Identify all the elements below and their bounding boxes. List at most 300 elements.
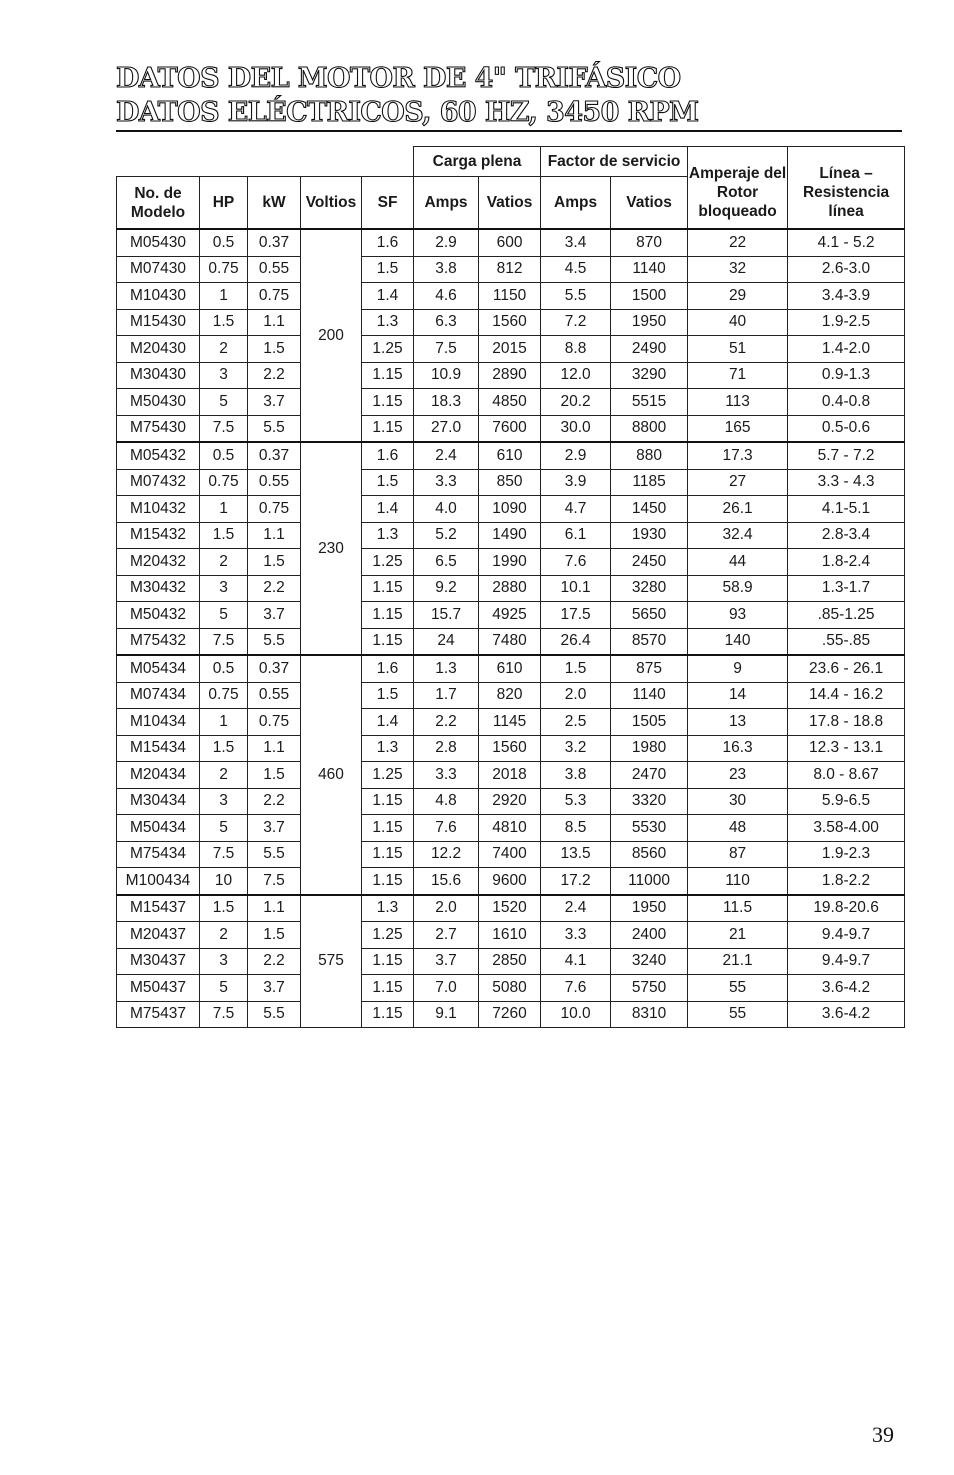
table-row <box>117 841 905 868</box>
cell-factor-amps: 2.5 <box>541 709 611 736</box>
cell-carga-vatios: 7480 <box>479 628 541 655</box>
cell-factor-amps: 4.7 <box>541 496 611 523</box>
table-row <box>117 682 905 709</box>
cell-sf: 1.4 <box>362 283 414 310</box>
cell-carga-amps: 7.6 <box>414 815 479 842</box>
cell-amperaje-rotor: 71 <box>688 362 788 389</box>
cell-linea-resistencia: 0.4-0.8 <box>788 389 905 416</box>
cell-model: M10434 <box>117 709 200 736</box>
cell-linea-resistencia: 0.5-0.6 <box>788 415 905 442</box>
table-row <box>117 362 905 389</box>
cell-factor-amps: 3.4 <box>541 229 611 256</box>
cell-factor-vatios: 2470 <box>611 762 688 789</box>
header-modelo: No. de Modelo <box>117 177 200 230</box>
cell-carga-vatios: 7400 <box>479 841 541 868</box>
cell-hp: 5 <box>200 389 248 416</box>
cell-sf: 1.15 <box>362 389 414 416</box>
cell-model: M10430 <box>117 283 200 310</box>
cell-amperaje-rotor: 27 <box>688 469 788 496</box>
cell-sf: 1.4 <box>362 496 414 523</box>
cell-factor-vatios: 1450 <box>611 496 688 523</box>
cell-sf: 1.15 <box>362 602 414 629</box>
cell-linea-resistencia: 4.1 - 5.2 <box>788 229 905 256</box>
cell-hp: 2 <box>200 549 248 576</box>
cell-model: M07430 <box>117 256 200 283</box>
cell-factor-vatios: 1950 <box>611 309 688 336</box>
cell-factor-amps: 2.0 <box>541 682 611 709</box>
header-vatios-carga: Vatios <box>479 177 541 230</box>
cell-factor-amps: 4.5 <box>541 256 611 283</box>
cell-linea-resistencia: 19.8-20.6 <box>788 895 905 922</box>
cell-factor-amps: 3.2 <box>541 735 611 762</box>
cell-model: M75430 <box>117 415 200 442</box>
cell-carga-amps: 9.2 <box>414 575 479 602</box>
motor-table-body <box>117 229 905 1028</box>
cell-linea-resistencia: 1.4-2.0 <box>788 336 905 363</box>
cell-hp: 3 <box>200 948 248 975</box>
cell-carga-amps: 15.6 <box>414 868 479 895</box>
cell-factor-vatios: 3320 <box>611 788 688 815</box>
cell-factor-vatios: 8310 <box>611 1001 688 1028</box>
cell-hp: 3 <box>200 575 248 602</box>
page-title-line-1: DATOS DEL MOTOR DE 4" TRIFÁSICO <box>116 63 681 94</box>
cell-sf: 1.15 <box>362 868 414 895</box>
cell-amperaje-rotor: 17.3 <box>688 442 788 469</box>
table-row <box>117 762 905 789</box>
cell-linea-resistencia: 3.6-4.2 <box>788 1001 905 1028</box>
cell-hp: 0.5 <box>200 655 248 682</box>
table-row <box>117 256 905 283</box>
cell-carga-vatios: 1610 <box>479 922 541 949</box>
cell-factor-vatios: 5515 <box>611 389 688 416</box>
cell-carga-vatios: 1520 <box>479 895 541 922</box>
cell-linea-resistencia: 12.3 - 13.1 <box>788 735 905 762</box>
cell-factor-vatios: 1930 <box>611 522 688 549</box>
cell-model: M15437 <box>117 895 200 922</box>
cell-carga-vatios: 7260 <box>479 1001 541 1028</box>
cell-kw: 5.5 <box>248 841 301 868</box>
cell-factor-amps: 10.0 <box>541 1001 611 1028</box>
header-linea-resistencia: Línea – Resistencia línea <box>788 147 905 230</box>
cell-carga-vatios: 1150 <box>479 283 541 310</box>
cell-hp: 2 <box>200 922 248 949</box>
cell-carga-vatios: 1560 <box>479 735 541 762</box>
cell-model: M15432 <box>117 522 200 549</box>
cell-kw: 1.5 <box>248 336 301 363</box>
cell-kw: 2.2 <box>248 362 301 389</box>
cell-linea-resistencia: 0.9-1.3 <box>788 362 905 389</box>
header-sf: SF <box>362 177 414 230</box>
cell-factor-vatios: 2490 <box>611 336 688 363</box>
cell-amperaje-rotor: 22 <box>688 229 788 256</box>
cell-model: M30432 <box>117 575 200 602</box>
cell-factor-vatios: 8800 <box>611 415 688 442</box>
cell-factor-vatios: 3280 <box>611 575 688 602</box>
cell-carga-amps: 6.5 <box>414 549 479 576</box>
table-row <box>117 815 905 842</box>
cell-linea-resistencia: 1.3-1.7 <box>788 575 905 602</box>
cell-carga-vatios: 2890 <box>479 362 541 389</box>
cell-carga-vatios: 5080 <box>479 975 541 1002</box>
cell-hp: 0.5 <box>200 442 248 469</box>
cell-hp: 5 <box>200 602 248 629</box>
table-row <box>117 922 905 949</box>
cell-carga-amps: 7.0 <box>414 975 479 1002</box>
cell-kw: 0.55 <box>248 256 301 283</box>
cell-factor-vatios: 5750 <box>611 975 688 1002</box>
title-block <box>116 62 902 130</box>
cell-carga-amps: 27.0 <box>414 415 479 442</box>
cell-carga-amps: 10.9 <box>414 362 479 389</box>
cell-amperaje-rotor: 32.4 <box>688 522 788 549</box>
cell-model: M07432 <box>117 469 200 496</box>
cell-sf: 1.5 <box>362 682 414 709</box>
cell-factor-vatios: 3290 <box>611 362 688 389</box>
cell-sf: 1.25 <box>362 336 414 363</box>
header-blank <box>117 147 414 177</box>
cell-kw: 0.55 <box>248 682 301 709</box>
cell-linea-resistencia: 1.8-2.2 <box>788 868 905 895</box>
cell-linea-resistencia: 3.58-4.00 <box>788 815 905 842</box>
cell-kw: 7.5 <box>248 868 301 895</box>
cell-hp: 1.5 <box>200 895 248 922</box>
cell-amperaje-rotor: 26.1 <box>688 496 788 523</box>
cell-sf: 1.25 <box>362 549 414 576</box>
cell-kw: 1.1 <box>248 895 301 922</box>
cell-hp: 7.5 <box>200 628 248 655</box>
cell-model: M30434 <box>117 788 200 815</box>
cell-sf: 1.6 <box>362 442 414 469</box>
cell-hp: 2 <box>200 336 248 363</box>
table-row <box>117 575 905 602</box>
table-row <box>117 948 905 975</box>
cell-sf: 1.15 <box>362 1001 414 1028</box>
cell-carga-vatios: 812 <box>479 256 541 283</box>
cell-factor-amps: 3.8 <box>541 762 611 789</box>
table-row <box>117 788 905 815</box>
cell-factor-vatios: 1500 <box>611 283 688 310</box>
cell-linea-resistencia: 2.8-3.4 <box>788 522 905 549</box>
cell-amperaje-rotor: 13 <box>688 709 788 736</box>
cell-factor-amps: 5.3 <box>541 788 611 815</box>
cell-linea-resistencia: 2.6-3.0 <box>788 256 905 283</box>
header-amperaje-rotor: Amperaje del Rotor bloqueado <box>688 147 788 230</box>
cell-kw: 3.7 <box>248 602 301 629</box>
cell-linea-resistencia: 9.4-9.7 <box>788 922 905 949</box>
cell-carga-vatios: 9600 <box>479 868 541 895</box>
cell-model: M75432 <box>117 628 200 655</box>
cell-kw: 0.75 <box>248 709 301 736</box>
cell-amperaje-rotor: 32 <box>688 256 788 283</box>
cell-kw: 5.5 <box>248 628 301 655</box>
cell-sf: 1.15 <box>362 628 414 655</box>
cell-sf: 1.5 <box>362 469 414 496</box>
cell-amperaje-rotor: 48 <box>688 815 788 842</box>
cell-amperaje-rotor: 140 <box>688 628 788 655</box>
cell-sf: 1.4 <box>362 709 414 736</box>
cell-amperaje-rotor: 165 <box>688 415 788 442</box>
header-kw: kW <box>248 177 301 230</box>
cell-carga-vatios: 610 <box>479 655 541 682</box>
cell-carga-vatios: 2880 <box>479 575 541 602</box>
cell-factor-amps: 8.8 <box>541 336 611 363</box>
cell-amperaje-rotor: 55 <box>688 975 788 1002</box>
cell-carga-vatios: 1090 <box>479 496 541 523</box>
cell-hp: 0.75 <box>200 256 248 283</box>
cell-kw: 1.1 <box>248 309 301 336</box>
cell-hp: 5 <box>200 975 248 1002</box>
cell-factor-amps: 2.9 <box>541 442 611 469</box>
cell-carga-vatios: 2850 <box>479 948 541 975</box>
cell-amperaje-rotor: 110 <box>688 868 788 895</box>
cell-linea-resistencia: 5.7 - 7.2 <box>788 442 905 469</box>
cell-factor-amps: 13.5 <box>541 841 611 868</box>
cell-factor-vatios: 875 <box>611 655 688 682</box>
cell-amperaje-rotor: 21 <box>688 922 788 949</box>
cell-hp: 1.5 <box>200 522 248 549</box>
cell-factor-amps: 4.1 <box>541 948 611 975</box>
cell-amperaje-rotor: 30 <box>688 788 788 815</box>
cell-carga-amps: 3.8 <box>414 256 479 283</box>
cell-carga-amps: 9.1 <box>414 1001 479 1028</box>
table-row <box>117 283 905 310</box>
table-row <box>117 868 905 895</box>
cell-carga-amps: 4.6 <box>414 283 479 310</box>
cell-factor-amps: 2.4 <box>541 895 611 922</box>
cell-factor-vatios: 2400 <box>611 922 688 949</box>
cell-model: M50434 <box>117 815 200 842</box>
cell-carga-amps: 2.2 <box>414 709 479 736</box>
cell-factor-amps: 10.1 <box>541 575 611 602</box>
page-number: 39 <box>872 1422 894 1447</box>
cell-carga-amps: 2.4 <box>414 442 479 469</box>
cell-kw: 1.1 <box>248 522 301 549</box>
cell-factor-vatios: 2450 <box>611 549 688 576</box>
cell-factor-amps: 26.4 <box>541 628 611 655</box>
cell-hp: 3 <box>200 788 248 815</box>
cell-factor-amps: 1.5 <box>541 655 611 682</box>
cell-carga-amps: 7.5 <box>414 336 479 363</box>
cell-hp: 1 <box>200 496 248 523</box>
cell-amperaje-rotor: 113 <box>688 389 788 416</box>
cell-carga-vatios: 820 <box>479 682 541 709</box>
cell-hp: 0.75 <box>200 682 248 709</box>
cell-model: M07434 <box>117 682 200 709</box>
cell-sf: 1.15 <box>362 815 414 842</box>
cell-sf: 1.15 <box>362 788 414 815</box>
cell-carga-amps: 2.9 <box>414 229 479 256</box>
cell-sf: 1.25 <box>362 922 414 949</box>
table-row <box>117 309 905 336</box>
cell-factor-amps: 20.2 <box>541 389 611 416</box>
cell-kw: 0.75 <box>248 283 301 310</box>
cell-sf: 1.3 <box>362 522 414 549</box>
cell-amperaje-rotor: 55 <box>688 1001 788 1028</box>
cell-model: M50430 <box>117 389 200 416</box>
cell-carga-amps: 2.7 <box>414 922 479 949</box>
cell-model: M100434 <box>117 868 200 895</box>
cell-factor-vatios: 880 <box>611 442 688 469</box>
cell-kw: 5.5 <box>248 1001 301 1028</box>
cell-hp: 7.5 <box>200 1001 248 1028</box>
cell-carga-vatios: 2018 <box>479 762 541 789</box>
cell-hp: 1 <box>200 709 248 736</box>
cell-carga-vatios: 7600 <box>479 415 541 442</box>
cell-carga-vatios: 2920 <box>479 788 541 815</box>
cell-factor-vatios: 11000 <box>611 868 688 895</box>
voltios-cell: 230 <box>301 442 362 655</box>
cell-factor-vatios: 870 <box>611 229 688 256</box>
cell-sf: 1.15 <box>362 975 414 1002</box>
cell-linea-resistencia: .85-1.25 <box>788 602 905 629</box>
cell-amperaje-rotor: 58.9 <box>688 575 788 602</box>
cell-model: M05430 <box>117 229 200 256</box>
header-amps-factor: Amps <box>541 177 611 230</box>
cell-carga-amps: 1.7 <box>414 682 479 709</box>
cell-factor-vatios: 1185 <box>611 469 688 496</box>
table-row <box>117 415 905 442</box>
cell-kw: 0.37 <box>248 229 301 256</box>
table-row <box>117 975 905 1002</box>
table-row <box>117 709 905 736</box>
cell-factor-vatios: 1950 <box>611 895 688 922</box>
cell-model: M20432 <box>117 549 200 576</box>
cell-carga-vatios: 4925 <box>479 602 541 629</box>
cell-amperaje-rotor: 23 <box>688 762 788 789</box>
header-carga-plena: Carga plena <box>414 147 541 177</box>
cell-kw: 2.2 <box>248 948 301 975</box>
cell-carga-amps: 3.3 <box>414 762 479 789</box>
table-row <box>117 522 905 549</box>
cell-linea-resistencia: 3.4-3.9 <box>788 283 905 310</box>
cell-hp: 7.5 <box>200 841 248 868</box>
cell-factor-amps: 7.6 <box>541 549 611 576</box>
cell-amperaje-rotor: 14 <box>688 682 788 709</box>
table-row <box>117 735 905 762</box>
cell-factor-amps: 6.1 <box>541 522 611 549</box>
cell-linea-resistencia: 4.1-5.1 <box>788 496 905 523</box>
cell-factor-amps: 7.6 <box>541 975 611 1002</box>
cell-model: M15434 <box>117 735 200 762</box>
cell-factor-vatios: 1980 <box>611 735 688 762</box>
cell-factor-vatios: 5530 <box>611 815 688 842</box>
cell-hp: 7.5 <box>200 415 248 442</box>
cell-carga-vatios: 1145 <box>479 709 541 736</box>
cell-factor-amps: 17.2 <box>541 868 611 895</box>
cell-factor-vatios: 1140 <box>611 682 688 709</box>
cell-kw: 3.7 <box>248 389 301 416</box>
cell-carga-vatios: 610 <box>479 442 541 469</box>
cell-kw: 1.5 <box>248 922 301 949</box>
table-row <box>117 336 905 363</box>
cell-hp: 10 <box>200 868 248 895</box>
cell-model: M20437 <box>117 922 200 949</box>
table-row <box>117 469 905 496</box>
cell-linea-resistencia: 23.6 - 26.1 <box>788 655 905 682</box>
table-row <box>117 389 905 416</box>
table-row <box>117 628 905 655</box>
cell-linea-resistencia: 1.8-2.4 <box>788 549 905 576</box>
table-row <box>117 549 905 576</box>
voltios-cell: 460 <box>301 655 362 895</box>
cell-linea-resistencia: 5.9-6.5 <box>788 788 905 815</box>
cell-carga-amps: 12.2 <box>414 841 479 868</box>
cell-carga-amps: 18.3 <box>414 389 479 416</box>
table-row <box>117 1001 905 1028</box>
cell-model: M15430 <box>117 309 200 336</box>
cell-amperaje-rotor: 21.1 <box>688 948 788 975</box>
cell-sf: 1.3 <box>362 309 414 336</box>
cell-kw: 2.2 <box>248 788 301 815</box>
cell-hp: 3 <box>200 362 248 389</box>
cell-kw: 0.55 <box>248 469 301 496</box>
cell-factor-amps: 3.3 <box>541 922 611 949</box>
cell-amperaje-rotor: 11.5 <box>688 895 788 922</box>
cell-kw: 3.7 <box>248 975 301 1002</box>
cell-carga-vatios: 1990 <box>479 549 541 576</box>
header-hp: HP <box>200 177 248 230</box>
cell-kw: 2.2 <box>248 575 301 602</box>
cell-model: M75437 <box>117 1001 200 1028</box>
cell-kw: 3.7 <box>248 815 301 842</box>
cell-factor-vatios: 8560 <box>611 841 688 868</box>
voltios-cell: 575 <box>301 895 362 1028</box>
table-row <box>117 496 905 523</box>
cell-carga-amps: 2.8 <box>414 735 479 762</box>
cell-hp: 0.5 <box>200 229 248 256</box>
cell-model: M20430 <box>117 336 200 363</box>
cell-sf: 1.5 <box>362 256 414 283</box>
cell-carga-vatios: 2015 <box>479 336 541 363</box>
cell-linea-resistencia: 3.3 - 4.3 <box>788 469 905 496</box>
cell-carga-vatios: 600 <box>479 229 541 256</box>
table-row <box>117 602 905 629</box>
cell-hp: 1 <box>200 283 248 310</box>
cell-carga-vatios: 850 <box>479 469 541 496</box>
cell-model: M30437 <box>117 948 200 975</box>
cell-factor-amps: 12.0 <box>541 362 611 389</box>
table-row <box>117 655 905 682</box>
cell-linea-resistencia: 8.0 - 8.67 <box>788 762 905 789</box>
cell-kw: 1.5 <box>248 762 301 789</box>
cell-linea-resistencia: 3.6-4.2 <box>788 975 905 1002</box>
voltios-cell: 200 <box>301 229 362 442</box>
cell-kw: 0.37 <box>248 655 301 682</box>
cell-sf: 1.25 <box>362 762 414 789</box>
cell-factor-amps: 8.5 <box>541 815 611 842</box>
header-voltios: Voltios <box>301 177 362 230</box>
cell-carga-vatios: 4810 <box>479 815 541 842</box>
table-row <box>117 442 905 469</box>
cell-amperaje-rotor: 44 <box>688 549 788 576</box>
cell-sf: 1.6 <box>362 229 414 256</box>
cell-linea-resistencia: 1.9-2.3 <box>788 841 905 868</box>
cell-linea-resistencia: 9.4-9.7 <box>788 948 905 975</box>
cell-kw: 1.1 <box>248 735 301 762</box>
cell-model: M20434 <box>117 762 200 789</box>
cell-model: M50432 <box>117 602 200 629</box>
cell-carga-amps: 15.7 <box>414 602 479 629</box>
cell-sf: 1.3 <box>362 895 414 922</box>
cell-carga-amps: 4.8 <box>414 788 479 815</box>
title-divider <box>116 130 902 132</box>
header-factor-servicio: Factor de servicio <box>541 147 688 177</box>
cell-kw: 0.75 <box>248 496 301 523</box>
cell-carga-amps: 4.0 <box>414 496 479 523</box>
cell-model: M05434 <box>117 655 200 682</box>
cell-factor-vatios: 1505 <box>611 709 688 736</box>
cell-factor-vatios: 3240 <box>611 948 688 975</box>
